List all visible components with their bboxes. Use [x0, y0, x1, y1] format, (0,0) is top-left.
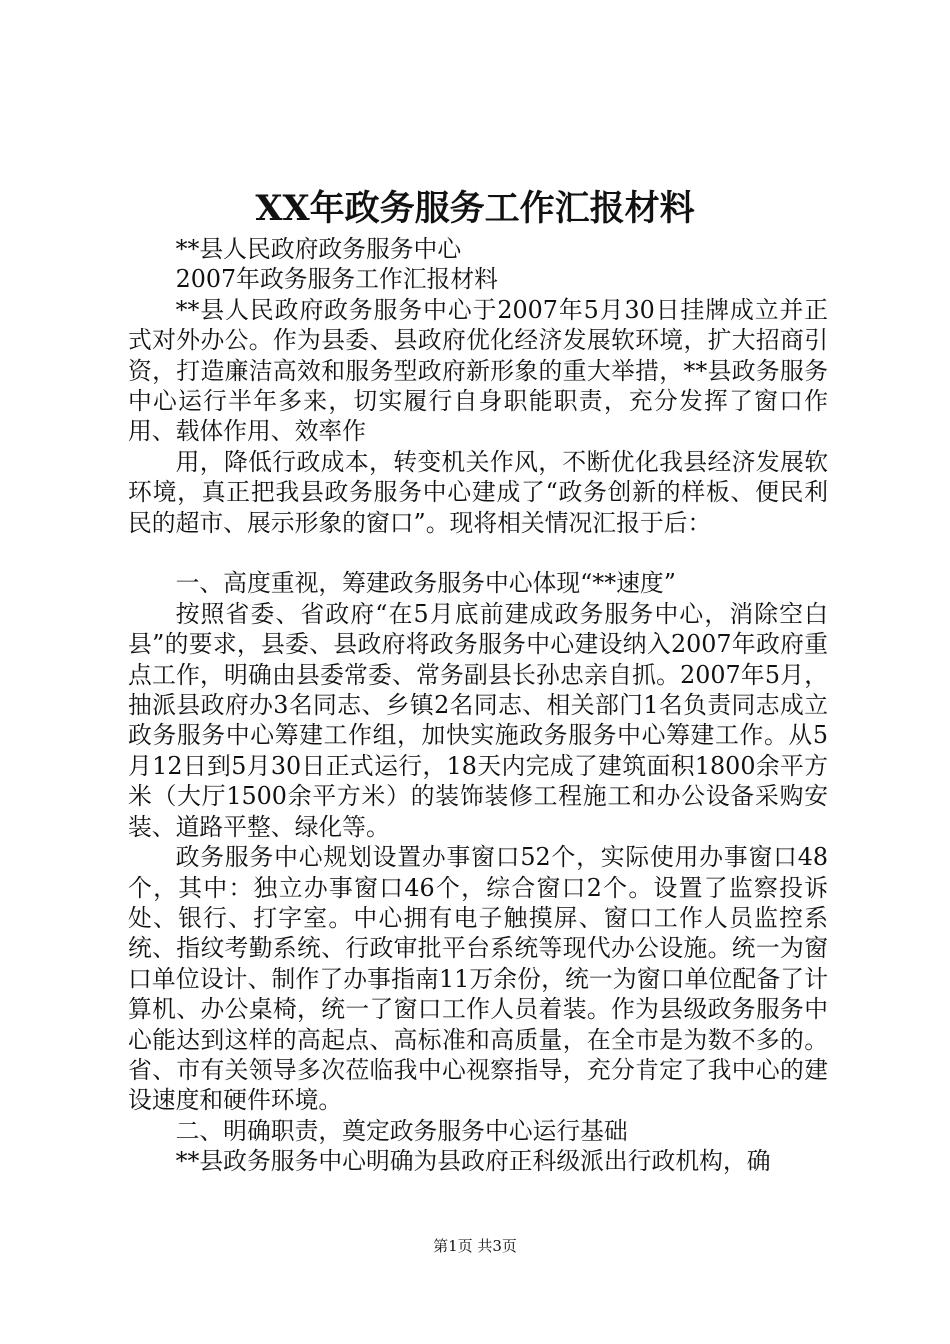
document-body [128, 234, 828, 1177]
page-footer: 第1页 共3页 [433, 1237, 517, 1255]
section-1-paragraph-2: 政务服务中心规划设置办事窗口52个，实际使用办事窗口48个，其中：独立办事窗口46个，综合窗口2个。设置了监察投诉处、银行、打字室。中心拥有电子触摸屏、窗口工作人员监控系统、指纹考勤系统、行政审批平台系统等现代办公设施。统一为窗口单位设计、制作了办事指南11万余份，统一为窗口单位配备了计算机、办公桌椅，统一了窗口工作人员着装。作为县级政务服务中心能达到这样的高起点、高标准和高质量，在全市是为数不多的。省、市有关领导多次莅临我中心视察指导，充分肯定了我中心的建设速度和硬件环境。 [128, 843, 828, 1115]
document-title: XX年政务服务工作汇报材料 [255, 188, 695, 229]
section-heading-1: 一、高度重视，筹建政务服务中心体现“**速度” [175, 569, 676, 598]
org-name: **县人民政府政务服务中心 [175, 235, 462, 263]
intro-paragraph: **县人民政府政务服务中心于2007年5月30日挂牌成立并正式对外办公。作为县委、县政府优化经济发展软环境，扩大招商引资，打造廉洁高效和服务型政府新形象的重大举措，**县政务服务中心运行半年多来，切实履行自身职能职责，充分发挥了窗口作用、载体作用、效率作 [128, 295, 828, 446]
section-heading-2: 二、明确职责，奠定政务服务中心运行基础 [175, 1116, 628, 1145]
report-subtitle: 2007年政务服务工作汇报材料 [175, 265, 498, 294]
section-2-paragraph-1: **县政务服务中心明确为县政府正科级派出行政机构，确 [175, 1147, 771, 1176]
intro-paragraph-continued: 用，降低行政成本，转变机关作风，不断优化我县经济发展软环境，真正把我县政务服务中心建成了“政务创新的样板、便民利民的超市、展示形象的窗口”。现将相关情况汇报于后： [128, 447, 828, 537]
section-1-paragraph-1: 按照省委、省政府“在5月底前建成政务服务中心，消除空白县”的要求，县委、县政府将政务服务中心建设纳入2007年政府重点工作，明确由县委常委、常务副县长孙忠亲自抓。2007年5月，抽派县政府办3名同志、乡镇2名同志、相关部门1名负责同志成立政务服务中心筹建工作组，加快实施政务服务中心筹建工作。从5月12日到5月30日正式运行，18天内完成了建筑面积1800余平方米（大厅1500余平方米）的装饰装修工程施工和办公设备采购安装、道路平整、绿化等。 [128, 599, 828, 841]
